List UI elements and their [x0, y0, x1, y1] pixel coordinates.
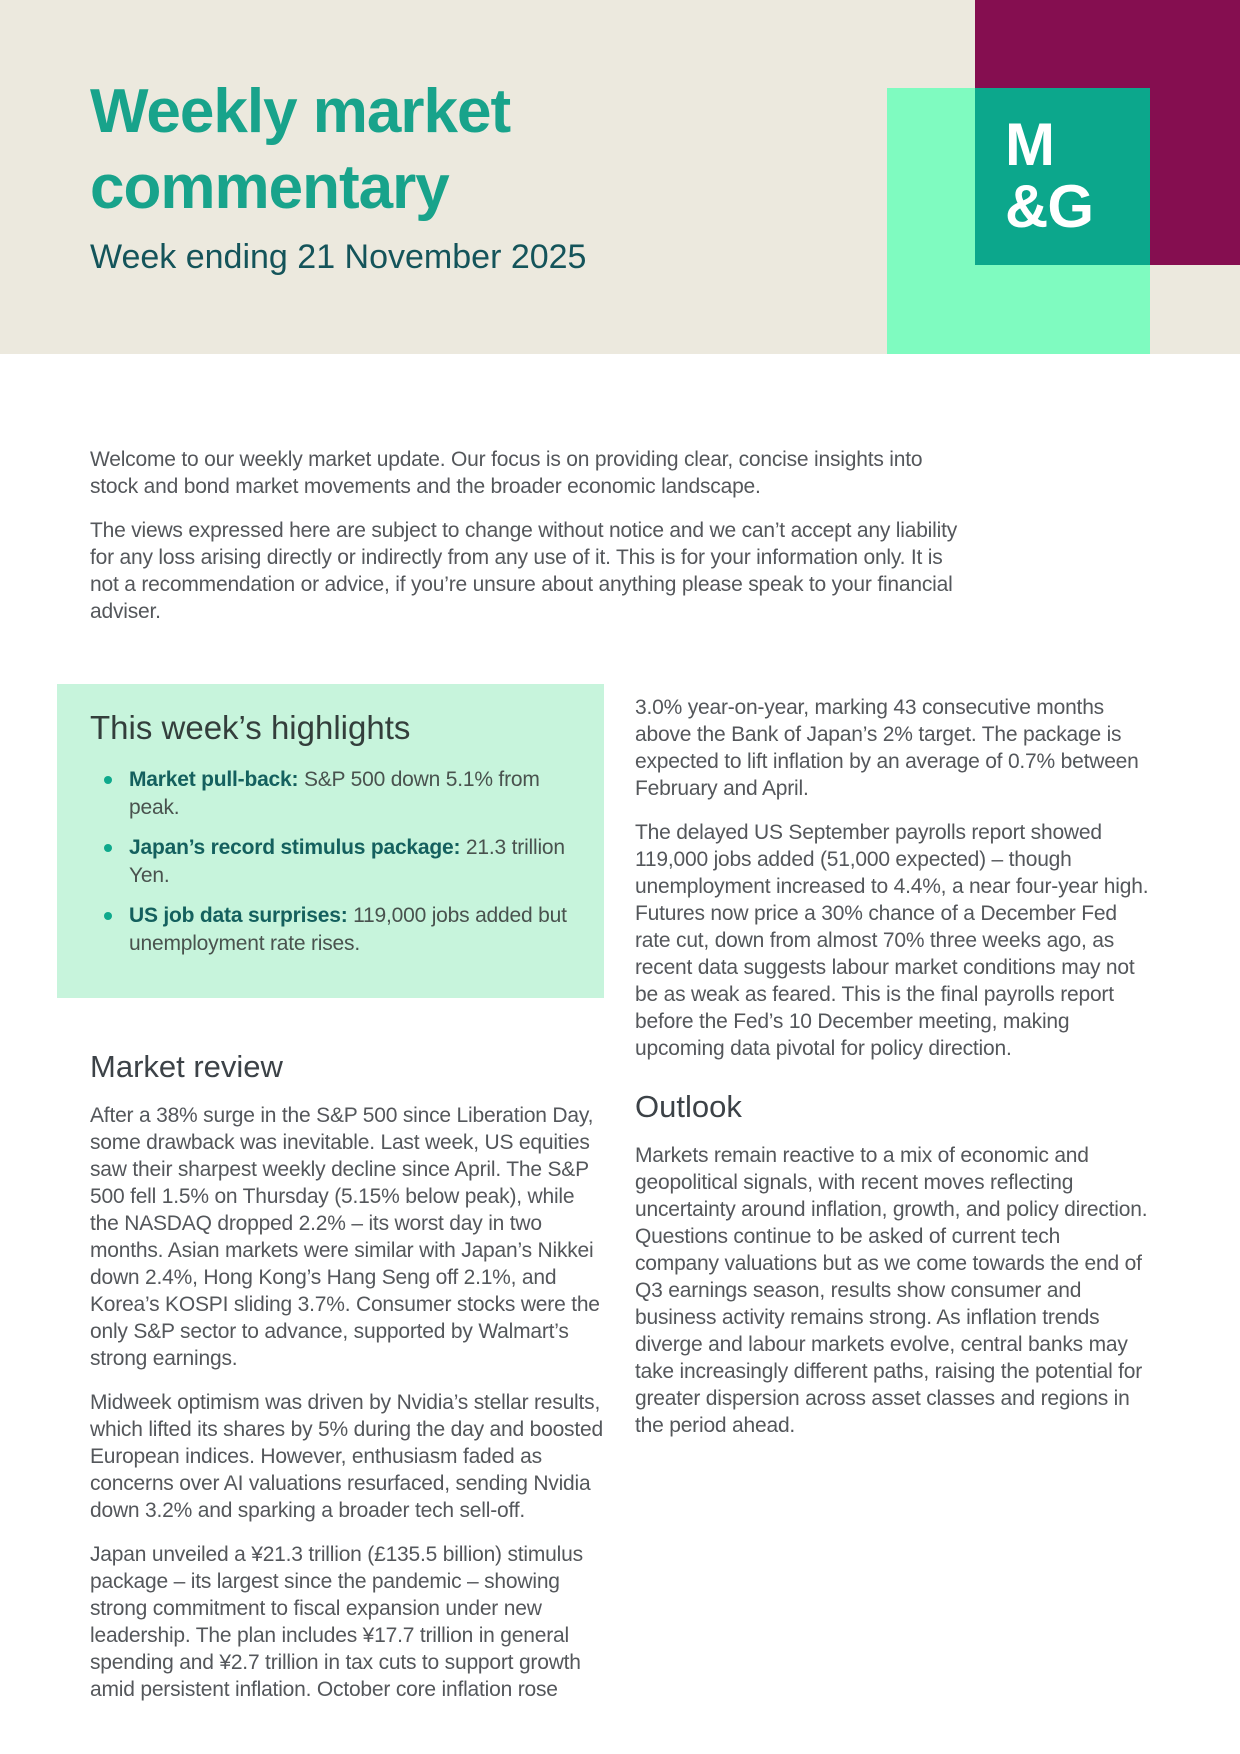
highlight-item-text [129, 766, 580, 822]
market-review-paragraph-3: Japan unveiled a ¥21.3 trillion (£135.5 billion) stimulus package – its largest since the pandemic – showing strong commitment to fiscal expansion under new leadership. The plan includes ¥17.7 trillion in general spending and ¥2.7 trillion in tax cuts to support growth amid persistent inflation. October core inflation rose [90, 1543, 583, 1701]
highlight-item-label: US job data surprises: [129, 904, 348, 927]
masthead [0, 0, 1240, 354]
intro-section [90, 446, 970, 642]
market-review-paragraph-2: Midweek optimism was driven by Nvidia’s stellar results, which lifted its shares by 5% during the day and boosted European indices. However, enthusiasm faded as concerns over AI valuations resurfaced, sending Nvidia down 3.2% and sparking a broader tech sell-off. [90, 1391, 603, 1522]
highlight-item-text [129, 834, 580, 890]
week-ending-subtitle: Week ending 21 November 2025 [90, 238, 587, 276]
continuation-paragraph-2: The delayed US September payrolls report showed 119,000 jobs added (51,000 expected) – though unemployment increased to 4.4%, a near four-year high. Futures now price a 30% chance of a December Fed rate cut, down from almost 70% three weeks ago, as recent data suggests labour market conditions may not be as weak as feared. This is the final payrolls report before the Fed’s 10 December meeting, making upcoming data pivotal for policy direction. [635, 821, 1149, 1060]
highlight-item-value: 119,000 jobs added but unemployment rate rises. [129, 904, 567, 955]
right-column [635, 694, 1149, 1456]
intro-paragraph-2: The views expressed here are subject to change without notice and we can’t accept any liability for any loss arising directly or indirectly from any use of it. This is for your information only. It is not a recommendation or advice, if you’re unsure about anything please speak to your financial adviser. [90, 519, 957, 623]
page-title [90, 74, 510, 226]
outlook-section [635, 1088, 1149, 1439]
highlight-item-us-jobs [90, 902, 580, 958]
page-title-line-1: Weekly market [90, 77, 511, 146]
continuation-paragraph-1: 3.0% year-on-year, marking 43 consecutive months above the Bank of Japan’s 2% target. The package is expected to lift inflation by an average of 0.7% between February and April. [635, 696, 1139, 800]
intro-paragraph-1: Welcome to our weekly market update. Our focus is on providing clear, concise insights into stock and bond market movements and the broader economic landscape. [90, 448, 923, 498]
highlight-item-japan-stimulus [90, 834, 580, 890]
highlight-item-value: S&P 500 down 5.1% from peak. [129, 768, 540, 819]
highlight-item-label: Japan’s record stimulus package: [129, 836, 461, 859]
highlights-box [57, 684, 604, 998]
highlights-heading: This week’s highlights [90, 709, 411, 746]
mg-logo [975, 88, 1150, 265]
highlight-item-market-pull-back [90, 766, 580, 822]
bullet-icon [104, 776, 112, 784]
highlight-item-label: Market pull-back: [129, 768, 299, 791]
mg-logo-line-1: M [1005, 111, 1054, 178]
market-review-paragraph-1: After a 38% surge in the S&P 500 since Liberation Day, some drawback was inevitable. Last week, US equities saw their sharpest weekly decline since April. The S&P 500 fell 1.5% on Thursday (5.15% below peak), while the NASDAQ dropped 2.2% – its worst day in two months. Asian markets were similar with Japan’s Nikkei down 2.4%, Hong Kong’s Hang Seng off 2.1%, and Korea’s KOSPI sliding 3.7%. Consumer stocks were the only S&P sector to advance, supported by Walmart’s strong earnings. [90, 1104, 600, 1370]
market-review-section [57, 1048, 604, 1703]
bullet-icon [104, 912, 112, 920]
market-review-heading: Market review [90, 1049, 283, 1084]
highlights-list [90, 766, 580, 958]
left-column [57, 684, 604, 1720]
outlook-paragraph-1: Markets remain reactive to a mix of economic and geopolitical signals, with recent moves reflecting uncertainty around inflation, growth, and policy direction. Questions continue to be asked of current tech company valuations but as we come towards the end of Q3 earnings season, results show consumer and business activity remains strong. As inflation trends diverge and labour markets evolve, central banks may take increasingly different paths, raising the potential for greater dispersion across asset classes and regions in the period ahead. [635, 1144, 1148, 1437]
bullet-icon [104, 844, 112, 852]
page-title-line-2: commentary [90, 153, 449, 222]
mg-logo-line-2: &G [1005, 173, 1093, 240]
highlight-item-text [129, 902, 580, 958]
outlook-heading: Outlook [635, 1089, 742, 1124]
highlight-item-value: 21.3 trillion Yen. [129, 836, 565, 887]
